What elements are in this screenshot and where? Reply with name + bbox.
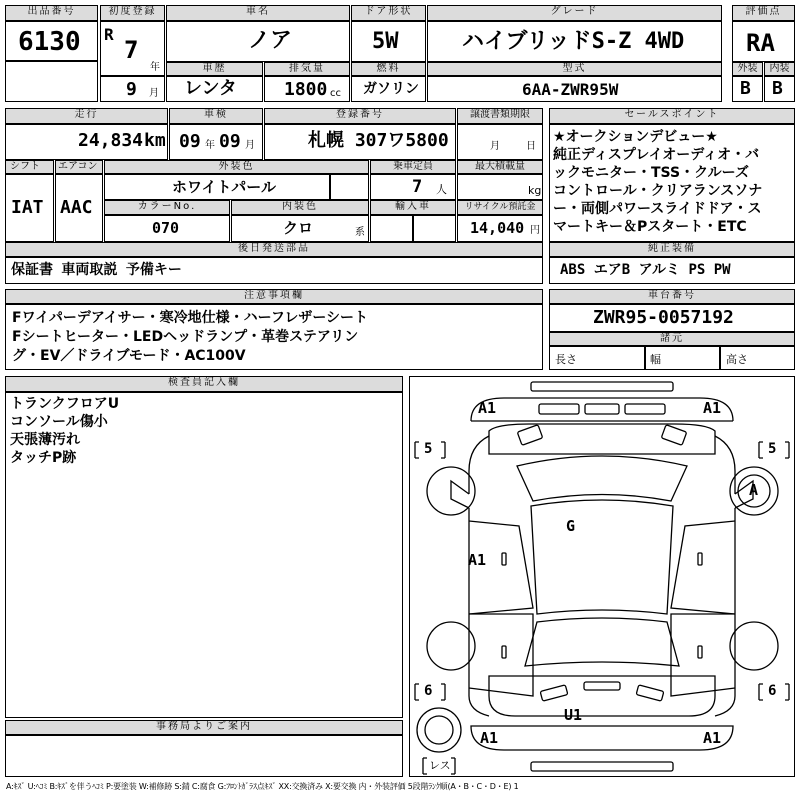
capacity-unit: 人 <box>436 183 447 196</box>
height-label: 高さ <box>726 353 748 366</box>
inspector-notes-text: トランクフロアU コンソール傷小 天張薄汚れ タッチP跡 <box>10 396 120 466</box>
displacement-value: 1800 <box>284 79 328 100</box>
color-no-header: カラーNo. <box>104 200 230 215</box>
lot-blank-cell <box>5 61 98 102</box>
inspector-notes-header: 検査員記入欄 <box>5 376 403 392</box>
width-label: 幅 <box>650 353 661 366</box>
mark-front-left: A1 <box>478 399 497 417</box>
aircon-header: エアコン <box>55 160 103 174</box>
genuine-equipment-header: 純正装備 <box>549 242 795 257</box>
inspection-header: 車検 <box>169 108 263 124</box>
year-value: 7 <box>124 36 139 64</box>
car-name-header: 車名 <box>166 5 350 21</box>
month-value: 9 <box>126 79 137 100</box>
office-notice-header: 事務局よりご案内 <box>5 720 403 735</box>
later-parts-header: 後日発送部品 <box>5 242 543 257</box>
exterior-grade: B <box>740 78 751 99</box>
history-header: 車歴 <box>166 62 263 76</box>
score-header: 評価点 <box>732 5 795 21</box>
damage-legend: A:ｷｽﾞ U:ﾍｺﾐ B:ｷｽﾞを伴うﾍｺﾐ P:要塗装 W:補修跡 S:錆 C:腐食 G:ﾌﾛﾝﾄｶﾞﾗｽ点ｷｽﾞ XX:交換済み X:要交換 内・外装評価 5段階ﾗﾝｸ順(A・B・C・D・E) 1 <box>6 782 519 791</box>
import-cell-b <box>413 215 456 242</box>
inspection-year-unit: 年 <box>205 140 215 151</box>
fuel-value: ガソリン <box>363 81 419 97</box>
recycle-unit: 円 <box>530 225 540 236</box>
chassis-no-header: 車台番号 <box>549 289 795 304</box>
inspection-year: 09 <box>179 131 201 152</box>
chassis-no-value: ZWR95-0057192 <box>593 307 734 328</box>
body-color-extra-cell <box>330 174 369 200</box>
mark-left-side: A1 <box>468 551 487 569</box>
max-load-header: 最大積載量 <box>457 160 543 174</box>
lot-no-header: 出品番号 <box>5 5 98 21</box>
mark-tire-fl: 5 <box>424 441 433 457</box>
interior-color-suffix: 系 <box>355 227 365 238</box>
fuel-header: 燃料 <box>351 62 426 76</box>
body-color-value: ホワイトパール <box>172 178 276 196</box>
shift-value: IAT <box>11 197 44 218</box>
notes-header: 注意事項欄 <box>5 289 543 304</box>
mark-tire-rr: 6 <box>768 683 777 699</box>
office-notice-box <box>5 735 403 777</box>
shift-header: シフト <box>5 160 54 174</box>
score-value: RA <box>746 29 775 57</box>
load-unit: kg <box>528 184 542 197</box>
import-cell <box>370 215 413 242</box>
notes-text: Fワイパーデアイサー・寒冷地仕様・ハーフレザーシート Fシートヒーター・LEDヘッドランプ・革巻ステアリン グ・EV／ドライブモード・AC100V <box>12 310 369 364</box>
mark-rear-right: A1 <box>703 729 722 747</box>
mark-spare: レス <box>429 759 451 772</box>
inspection-month-unit: 月 <box>245 140 255 151</box>
car-name-value: ノア <box>248 28 293 53</box>
mark-tire-fr: 5 <box>768 441 777 457</box>
door-header: ドア形状 <box>351 5 426 21</box>
deadline-day-unit: 日 <box>526 141 536 152</box>
capacity-value: 7 <box>412 177 423 197</box>
sales-points-text: ★オークションデビュー★ 純正ディスプレイオーディオ・バ ックモニター・TSS・クルーズ コントロール・クリアランスソナ ー・両側パワースライドドア・ス マートキー＆Pスタート・ETC <box>553 129 763 235</box>
mileage-value: 24,834 <box>78 130 144 151</box>
history-value: レンタ <box>184 78 237 99</box>
displacement-header: 排気量 <box>264 62 350 76</box>
mileage-unit: km <box>144 130 166 151</box>
interior-grade: B <box>772 78 783 99</box>
mark-roof: G <box>566 517 576 535</box>
interior-color-header: 内装色 <box>231 200 369 215</box>
mileage-header: 走行 <box>5 108 168 124</box>
capacity-header: 乗車定員 <box>370 160 456 174</box>
month-unit: 月 <box>149 88 159 99</box>
sales-points-header: セールスポイント <box>549 108 795 124</box>
inspection-month: 09 <box>219 131 241 152</box>
interior-header: 内装 <box>764 62 795 76</box>
door-value: 5W <box>372 29 399 54</box>
mark-rear-bumper: U1 <box>564 706 583 724</box>
first-reg-header: 初度登録 <box>100 5 165 21</box>
mark-right-front-wheel: A <box>749 481 759 499</box>
transfer-deadline-header: 譲渡書類期限 <box>457 108 543 124</box>
exterior-header: 外装 <box>732 62 763 76</box>
body-color-header: 外装色 <box>104 160 369 174</box>
plate-header: 登録番号 <box>264 108 456 124</box>
mark-front-right: A1 <box>703 399 722 417</box>
recycle-header: リサイクル預託金 <box>457 200 543 215</box>
grade-value: ハイブリッドS-Z 4WD <box>462 29 685 54</box>
model-code-header: 型式 <box>427 62 722 76</box>
mark-rear-left: A1 <box>480 729 499 747</box>
displacement-unit: cc <box>330 88 341 99</box>
era-value: R <box>104 25 114 44</box>
import-header: 輸入車 <box>370 200 456 215</box>
deadline-month-unit: 月 <box>490 141 500 152</box>
genuine-equipment-value: ABS エアB アルミ PS PW <box>560 262 731 278</box>
interior-color-value: クロ <box>283 219 314 237</box>
lot-no-value: 6130 <box>18 27 81 57</box>
color-no-value: 070 <box>152 219 180 237</box>
aircon-value: AAC <box>60 197 93 218</box>
recycle-value: 14,040 <box>470 219 525 237</box>
plate-value: 札幌 307ワ5800 <box>308 130 449 151</box>
grade-header: グレード <box>427 5 722 21</box>
mark-tire-rl: 6 <box>424 683 433 699</box>
specs-header: 諸元 <box>549 332 795 346</box>
later-parts-value: 保証書 車両取説 予備キー <box>11 262 182 278</box>
car-diagram <box>409 376 795 777</box>
year-unit: 年 <box>150 62 160 73</box>
model-code-value: 6AA-ZWR95W <box>522 80 619 99</box>
length-label: 長さ <box>555 353 577 366</box>
